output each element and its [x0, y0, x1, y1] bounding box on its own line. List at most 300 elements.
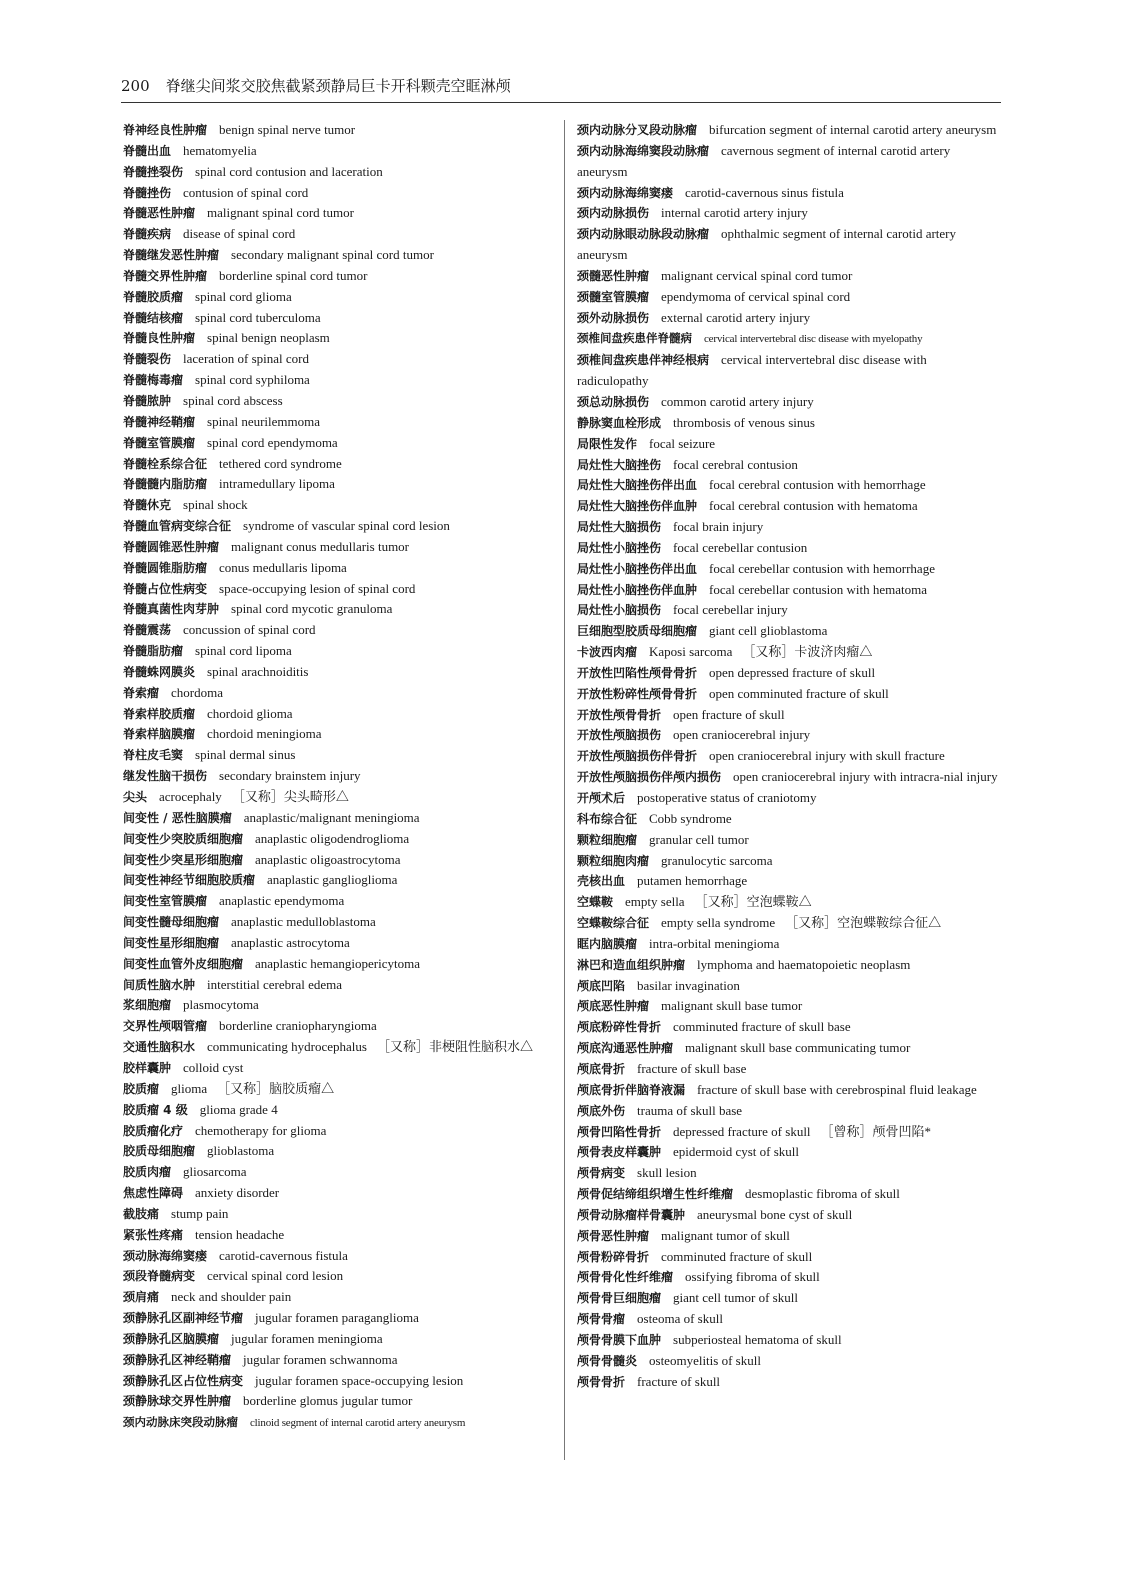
- term-chinese: 脊髓恶性肿瘤: [123, 206, 196, 221]
- term-english: common carotid artery injury: [661, 393, 814, 409]
- term-chinese: 颅骨表皮样囊肿: [577, 1145, 662, 1160]
- glossary-entry: [123, 308, 551, 329]
- term-chinese: 颈静脉球交界性肿瘤: [123, 1394, 232, 1409]
- glossary-entry: [123, 912, 551, 933]
- glossary-entry: [123, 745, 551, 766]
- term-chinese: 脊髓占位性病变: [123, 581, 208, 596]
- term-english: comminuted fracture of skull base: [673, 1019, 851, 1035]
- glossary-entry: [577, 183, 1001, 204]
- term-chinese: 眶内脑膜瘤: [577, 936, 638, 951]
- term-english: aneurysmal bone cyst of skull: [697, 1206, 853, 1222]
- glossary-entry: [577, 1288, 1001, 1309]
- term-english: focal seizure: [649, 435, 716, 451]
- glossary-entry: [577, 434, 1001, 455]
- term-english: spinal cord abscess: [183, 392, 283, 408]
- term-english: basilar invagination: [637, 977, 740, 993]
- term-note: ［曾称］颅骨凹陷*: [820, 1123, 932, 1139]
- term-chinese: 继发性脑干损伤: [123, 769, 208, 784]
- term-chinese: 脊索样脑膜瘤: [123, 727, 196, 742]
- glossary-entry: [577, 496, 1001, 517]
- term-chinese: 脊髓梅毒瘤: [123, 373, 184, 388]
- term-english: jugular foramen space-occupying lesion: [255, 1372, 464, 1388]
- term-chinese: 颈内动脉损伤: [577, 206, 650, 221]
- term-english: Cobb syndrome: [649, 810, 732, 826]
- term-english: communicating hydrocephalus: [207, 1039, 367, 1055]
- term-english: lymphoma and haematopoietic neoplasm: [697, 956, 911, 972]
- term-chinese: 胶质母细胞瘤: [123, 1144, 196, 1159]
- glossary-entry: [123, 870, 551, 891]
- term-chinese: 颈椎间盘疾患伴脊髓病: [577, 331, 692, 346]
- term-chinese: 脊髓栓系综合征: [123, 456, 208, 471]
- term-english: spinal benign neoplasm: [207, 330, 330, 346]
- term-chinese: 局灶性大脑挫伤: [577, 457, 662, 472]
- glossary-entry: [577, 1267, 1001, 1288]
- glossary-entry: [123, 1162, 551, 1183]
- term-english: anaplastic astrocytoma: [231, 934, 350, 950]
- term-english: focal cerebellar contusion: [673, 539, 808, 555]
- term-english: neck and shoulder pain: [171, 1289, 292, 1305]
- term-english: contusion of spinal cord: [183, 184, 309, 200]
- term-chinese: 局灶性小脑挫伤伴出血: [577, 561, 698, 576]
- glossary-entry: [123, 391, 551, 412]
- glossary-entry: [123, 141, 551, 162]
- glossary-entry: [123, 704, 551, 725]
- glossary-entry: [123, 162, 551, 183]
- term-english: focal brain injury: [673, 519, 764, 535]
- glossary-entry: [577, 705, 1001, 726]
- term-english: space-occupying lesion of spinal cord: [219, 580, 416, 596]
- glossary-entry: [577, 308, 1001, 329]
- term-english: tension headache: [195, 1226, 285, 1242]
- term-english: intra-orbital meningioma: [649, 935, 780, 951]
- term-chinese: 脊髓圆锥脂肪瘤: [123, 560, 208, 575]
- glossary-entry: [123, 349, 551, 370]
- term-english: focal cerebellar contusion with hemorrhage: [709, 560, 935, 576]
- term-chinese: 科布综合征: [577, 811, 638, 826]
- term-english: giant cell tumor of skull: [673, 1290, 798, 1306]
- glossary-entry: [123, 328, 551, 349]
- glossary-entry: [123, 1141, 551, 1162]
- term-english: hematomyelia: [183, 142, 257, 158]
- glossary-entry: [123, 1016, 551, 1037]
- term-chinese: 颈静脉孔区占位性病变: [123, 1373, 244, 1388]
- page-header: [121, 76, 1001, 103]
- term-english: glioma grade 4: [199, 1101, 278, 1117]
- glossary-entry: [577, 725, 1001, 746]
- term-chinese: 脊髓继发恶性肿瘤: [123, 248, 220, 263]
- term-english: malignant tumor of skull: [661, 1227, 790, 1243]
- term-english: benign spinal nerve tumor: [219, 122, 356, 137]
- term-chinese: 紧张性疼痛: [123, 1227, 184, 1242]
- term-english: comminuted fracture of skull: [661, 1248, 813, 1264]
- term-note: ［又称］尖头畸形△: [231, 789, 349, 804]
- glossary-entry: [123, 975, 551, 996]
- term-chinese: 间变性室管膜瘤: [123, 894, 208, 909]
- term-chinese: 颅底沟通恶性肿瘤: [577, 1041, 674, 1056]
- term-english: fracture of skull: [637, 1373, 721, 1389]
- term-english: focal cerebral contusion: [673, 456, 798, 472]
- term-chinese: 脊髓交界性肿瘤: [123, 268, 208, 283]
- term-chinese: 颈静脉孔区脑膜瘤: [123, 1331, 220, 1346]
- term-chinese: 交通性脑积水: [123, 1040, 196, 1055]
- term-chinese: 颅骨骨瘤: [577, 1312, 626, 1327]
- term-english: spinal shock: [183, 497, 248, 513]
- glossary-entry: [577, 328, 1001, 350]
- term-chinese: 胶质瘤 4 级: [123, 1102, 188, 1117]
- glossary-entry: [577, 350, 1001, 392]
- term-english: epidermoid cyst of skull: [673, 1144, 800, 1160]
- glossary-entry: [577, 413, 1001, 434]
- glossary-entry: [123, 120, 551, 141]
- glossary-entry: [123, 933, 551, 954]
- glossary-entry: [123, 287, 551, 308]
- term-chinese: 脊髓疾病: [123, 227, 172, 242]
- glossary-entry: [123, 995, 551, 1016]
- glossary-entry: [577, 1080, 1001, 1101]
- term-english: glioblastoma: [207, 1143, 275, 1159]
- glossary-entry: [577, 788, 1001, 809]
- term-chinese: 脊索瘤: [123, 685, 160, 700]
- term-english: interstitial cerebral edema: [207, 976, 342, 992]
- glossary-entry: [123, 245, 551, 266]
- glossary-entry: [123, 641, 551, 662]
- term-english: granulocytic sarcoma: [661, 852, 773, 868]
- term-english: stump pain: [171, 1205, 229, 1221]
- glossary-entry: [577, 1205, 1001, 1226]
- term-chinese: 局灶性小脑挫伤: [577, 540, 662, 555]
- term-chinese: 颈肩痛: [123, 1290, 160, 1305]
- term-english: postoperative status of craniotomy: [637, 790, 817, 805]
- term-chinese: 胶样囊肿: [123, 1060, 172, 1075]
- term-english: fracture of skull base with cerebrospinal fluid leakage: [697, 1081, 977, 1097]
- glossary-entry: [123, 766, 551, 787]
- term-chinese: 间变性 / 恶性脑膜瘤: [123, 810, 232, 825]
- term-english: spinal cord mycotic granuloma: [231, 601, 393, 617]
- term-english: spinal cord glioma: [195, 288, 292, 304]
- term-chinese: 局灶性大脑挫伤伴出血: [577, 478, 698, 493]
- term-english: open craniocerebral injury with intracra-nial injury: [733, 769, 998, 785]
- glossary-entry: [123, 1287, 551, 1308]
- term-english: depressed fracture of skull: [673, 1123, 811, 1139]
- term-chinese: 开放性颅脑损伤: [577, 728, 662, 743]
- term-chinese: 颅骨骨髓炎: [577, 1353, 638, 1368]
- term-chinese: 脊髓蛛网膜炎: [123, 664, 196, 679]
- term-chinese: 间变性少突星形细胞瘤: [123, 852, 244, 867]
- term-english: desmoplastic fibroma of skull: [745, 1186, 900, 1202]
- term-english: spinal cord lipoma: [195, 643, 292, 659]
- term-chinese: 局灶性小脑挫伤伴血肿: [577, 582, 698, 597]
- term-note: ［又称］卡波济肉瘤△: [742, 644, 873, 660]
- term-english: chemotherapy for glioma: [195, 1122, 327, 1138]
- term-chinese: 浆细胞瘤: [123, 998, 172, 1013]
- glossary-entry: [577, 830, 1001, 851]
- term-chinese: 静脉窦血栓形成: [577, 415, 662, 430]
- glossary-entry: [577, 851, 1001, 872]
- term-chinese: 间变性髓母细胞瘤: [123, 915, 220, 930]
- term-english: focal cerebellar injury: [673, 602, 788, 618]
- glossary-entry: [123, 579, 551, 600]
- term-chinese: 间变性少突胶质细胞瘤: [123, 831, 244, 846]
- term-chinese: 脊髓脓肿: [123, 393, 172, 408]
- term-english: jugular foramen meningioma: [231, 1330, 383, 1346]
- term-chinese: 局灶性大脑挫伤伴血肿: [577, 499, 698, 514]
- term-english: plasmocytoma: [183, 997, 259, 1013]
- term-english: empty sella syndrome: [661, 915, 776, 931]
- glossary-entry: [577, 287, 1001, 308]
- term-chinese: 脊柱皮毛窦: [123, 748, 184, 763]
- term-english: anaplastic ganglioglioma: [267, 872, 398, 888]
- term-chinese: 脊髓脂肪瘤: [123, 644, 184, 659]
- glossary-entry: [123, 891, 551, 912]
- glossary-entry: [577, 663, 1001, 684]
- term-english: secondary brainstem injury: [219, 768, 361, 784]
- glossary-entry: [577, 746, 1001, 767]
- glossary-entry: [123, 787, 551, 808]
- glossary-entry: [577, 1330, 1001, 1351]
- page-number: 200: [121, 77, 150, 95]
- term-chinese: 局灶性小脑损伤: [577, 603, 662, 618]
- glossary-entry: [577, 224, 1001, 266]
- term-english: subperiosteal hematoma of skull: [673, 1331, 842, 1347]
- term-chinese: 颅骨骨膜下血肿: [577, 1332, 662, 1347]
- term-english: clinoid segment of internal carotid artery aneurysm: [250, 1417, 466, 1430]
- term-chinese: 开放性颅脑损伤伴骨折: [577, 749, 698, 764]
- glossary-entry: [577, 996, 1001, 1017]
- term-english: tethered cord syndrome: [219, 455, 342, 471]
- term-english: fracture of skull base: [637, 1060, 747, 1076]
- glossary-entry: [577, 913, 1001, 934]
- term-english: ossifying fibroma of skull: [685, 1269, 820, 1285]
- term-english: external carotid artery injury: [661, 309, 811, 325]
- glossary-entry: [577, 517, 1001, 538]
- term-chinese: 胶质瘤化疗: [123, 1123, 184, 1138]
- term-english: borderline spinal cord tumor: [219, 267, 368, 283]
- glossary-entry: [577, 955, 1001, 976]
- glossary-entry: [577, 1247, 1001, 1268]
- term-chinese: 脊髓挫伤: [123, 185, 172, 200]
- term-chinese: 脊髓结核瘤: [123, 310, 184, 325]
- term-chinese: 颅骨骨化性纤维瘤: [577, 1270, 674, 1285]
- term-chinese: 局限性发作: [577, 436, 638, 451]
- term-chinese: 脊髓震荡: [123, 623, 172, 638]
- glossary-entry: [123, 1329, 551, 1350]
- glossary-entry: [123, 662, 551, 683]
- left-column: [123, 120, 551, 1434]
- glossary-entry: [577, 600, 1001, 621]
- glossary-entry: [577, 976, 1001, 997]
- term-english: chordoid glioma: [207, 705, 293, 721]
- glossary-entry: [123, 1079, 551, 1100]
- term-english: open comminuted fracture of skull: [709, 685, 889, 701]
- term-chinese: 局灶性大脑损伤: [577, 520, 662, 535]
- term-english: anaplastic ependymoma: [219, 893, 345, 909]
- term-english: skull lesion: [637, 1165, 697, 1181]
- glossary-entry: [577, 580, 1001, 601]
- term-chinese: 颈静脉孔区神经鞘瘤: [123, 1352, 232, 1367]
- glossary-entry: [577, 1226, 1001, 1247]
- term-chinese: 脊髓血管病变综合征: [123, 519, 232, 534]
- term-note: ［又称］非梗阻性脑积水△: [376, 1039, 533, 1055]
- term-chinese: 颈内动脉海绵窦段动脉瘤: [577, 143, 710, 158]
- term-english: intramedullary lipoma: [219, 476, 335, 492]
- glossary-entry: [123, 1412, 551, 1434]
- term-english: anaplastic/malignant meningioma: [243, 809, 420, 825]
- glossary-entry: [123, 433, 551, 454]
- glossary-entry: [577, 1309, 1001, 1330]
- glossary-entry: [577, 642, 1001, 663]
- term-chinese: 开放性颅脑损伤伴颅内损伤: [577, 770, 722, 785]
- glossary-entry: [123, 1204, 551, 1225]
- term-chinese: 颅骨骨折: [577, 1374, 626, 1389]
- term-english: borderline craniopharyngioma: [219, 1018, 377, 1034]
- term-chinese: 颈内动脉床突段动脉瘤: [123, 1415, 238, 1430]
- glossary-entry: [577, 203, 1001, 224]
- term-chinese: 颅骨病变: [577, 1166, 626, 1181]
- term-english: focal cerebral contusion with hemorrhage: [709, 477, 926, 493]
- term-chinese: 交界性颅咽管瘤: [123, 1019, 208, 1034]
- glossary-entry: [123, 1308, 551, 1329]
- term-chinese: 胶质瘤: [123, 1081, 160, 1096]
- term-english: focal cerebellar contusion with hematoma: [709, 581, 928, 597]
- term-english: cervical intervertebral disc disease with myelopathy: [704, 333, 923, 346]
- term-chinese: 颈髓室管膜瘤: [577, 289, 650, 304]
- term-chinese: 颅底凹陷: [577, 978, 626, 993]
- term-chinese: 脊髓室管膜瘤: [123, 435, 196, 450]
- glossary-entry: [577, 767, 1001, 788]
- term-chinese: 颅底恶性肿瘤: [577, 999, 650, 1014]
- term-english: open craniocerebral injury: [673, 727, 811, 743]
- term-english: trauma of skull base: [637, 1102, 743, 1118]
- term-english: Kaposi sarcoma: [649, 644, 733, 660]
- term-chinese: 间变性星形细胞瘤: [123, 935, 220, 950]
- term-chinese: 脊髓良性肿瘤: [123, 331, 196, 346]
- glossary-entry: [123, 266, 551, 287]
- term-chinese: 颅骨凹陷性骨折: [577, 1124, 662, 1139]
- term-english: bifurcation segment of internal carotid artery aneurysm: [709, 122, 997, 137]
- term-chinese: 颈段脊髓病变: [123, 1269, 196, 1284]
- term-chinese: 颅骨骨巨细胞瘤: [577, 1291, 662, 1306]
- term-english: malignant cervical spinal cord tumor: [661, 267, 853, 283]
- glossary-entry: [577, 1101, 1001, 1122]
- term-english: spinal dermal sinus: [195, 747, 296, 763]
- term-note: ［又称］空泡蝶鞍△: [694, 894, 812, 910]
- term-chinese: 颈内动脉海绵窦瘘: [577, 185, 674, 200]
- term-english: malignant conus medullaris tumor: [231, 538, 410, 554]
- term-chinese: 脊神经良性肿瘤: [123, 123, 208, 137]
- term-chinese: 空蝶鞍综合征: [577, 916, 650, 931]
- term-english: ophthalmic segment of internal carotid artery aneurysm: [577, 226, 957, 263]
- term-chinese: 巨细胞型胶质母细胞瘤: [577, 624, 698, 639]
- term-chinese: 脊髓胶质瘤: [123, 289, 184, 304]
- term-note: ［又称］空泡蝶鞍综合征△: [785, 915, 942, 931]
- term-chinese: 颈总动脉损伤: [577, 394, 650, 409]
- term-english: conus medullaris lipoma: [219, 559, 347, 575]
- term-english: osteomyelitis of skull: [649, 1352, 761, 1368]
- term-english: spinal cord contusion and laceration: [195, 163, 383, 179]
- term-chinese: 颈髓恶性肿瘤: [577, 268, 650, 283]
- glossary-entry: [123, 412, 551, 433]
- term-chinese: 脊髓休克: [123, 498, 172, 513]
- term-english: giant cell glioblastoma: [709, 623, 828, 639]
- glossary-entry: [123, 808, 551, 829]
- glossary-entry: [577, 1351, 1001, 1372]
- term-chinese: 脊髓神经鞘瘤: [123, 414, 196, 429]
- term-english: jugular foramen schwannoma: [243, 1351, 398, 1367]
- term-chinese: 脊髓髓内脂肪瘤: [123, 477, 208, 492]
- term-chinese: 尖头: [123, 790, 148, 804]
- glossary-entry: [577, 1163, 1001, 1184]
- glossary-entry: [123, 1266, 551, 1287]
- glossary-entry: [577, 120, 1001, 141]
- glossary-entry: [123, 724, 551, 745]
- glossary-entry: [123, 454, 551, 475]
- term-chinese: 颈内动脉眼动脉段动脉瘤: [577, 227, 710, 242]
- term-english: spinal cord syphiloma: [195, 372, 310, 388]
- term-chinese: 颗粒细胞肉瘤: [577, 853, 650, 868]
- glossary-entry: [123, 224, 551, 245]
- glossary-entry: [123, 1246, 551, 1267]
- term-english: laceration of spinal cord: [183, 351, 309, 367]
- glossary-entry: [123, 850, 551, 871]
- glossary-entry: [123, 474, 551, 495]
- term-chinese: 颅骨促结缔组织增生性纤维瘤: [577, 1187, 734, 1202]
- glossary-entry: [123, 829, 551, 850]
- term-chinese: 颈椎间盘疾患伴神经根病: [577, 353, 710, 368]
- glossary-entry: [577, 1122, 1001, 1143]
- glossary-entry: [123, 1121, 551, 1142]
- glossary-entry: [577, 684, 1001, 705]
- term-english: chordoid meningioma: [207, 726, 322, 742]
- term-chinese: 颈内动脉分叉段动脉瘤: [577, 123, 698, 137]
- glossary-entry: [123, 183, 551, 204]
- term-english: spinal cord tuberculoma: [195, 309, 321, 325]
- term-note: ［又称］脑胶质瘤△: [217, 1080, 335, 1096]
- term-english: spinal arachnoiditis: [207, 663, 309, 679]
- glossary-entry: [577, 266, 1001, 287]
- term-english: thrombosis of venous sinus: [673, 414, 815, 430]
- term-english: acrocephaly: [159, 789, 222, 804]
- term-chinese: 颅底骨折伴脑脊液漏: [577, 1082, 686, 1097]
- term-chinese: 壳核出血: [577, 874, 626, 889]
- glossary-entry: [577, 892, 1001, 913]
- glossary-entry: [123, 620, 551, 641]
- term-chinese: 脊髓真菌性肉芽肿: [123, 602, 220, 617]
- glossary-entry: [577, 1038, 1001, 1059]
- term-chinese: 间质性脑水肿: [123, 977, 196, 992]
- term-chinese: 颈动脉海绵窦瘘: [123, 1248, 208, 1263]
- glossary-entry: [577, 809, 1001, 830]
- term-chinese: 开颅术后: [577, 791, 626, 805]
- column-divider: [564, 120, 565, 1460]
- glossary-entry: [577, 559, 1001, 580]
- page-title: 脊继尖间浆交胶焦截紧颈静局巨卡开科颗壳空眶淋颅: [165, 77, 511, 95]
- term-chinese: 开放性凹陷性颅骨骨折: [577, 665, 698, 680]
- glossary-entry: [577, 934, 1001, 955]
- term-chinese: 开放性颅骨骨折: [577, 707, 662, 722]
- glossary-entry: [123, 495, 551, 516]
- term-english: ependymoma of cervical spinal cord: [661, 288, 851, 304]
- term-chinese: 间变性神经节细胞胶质瘤: [123, 873, 256, 888]
- glossary-entry: [123, 370, 551, 391]
- term-chinese: 淋巴和造血组织肿瘤: [577, 957, 686, 972]
- term-english: anaplastic hemangiopericytoma: [255, 955, 420, 971]
- glossary-entry: [577, 621, 1001, 642]
- term-chinese: 胶质肉瘤: [123, 1165, 172, 1180]
- term-english: spinal neurilemmoma: [207, 413, 321, 429]
- glossary-entry: [123, 954, 551, 975]
- term-chinese: 颅底粉碎性骨折: [577, 1020, 662, 1035]
- term-english: anxiety disorder: [195, 1185, 280, 1201]
